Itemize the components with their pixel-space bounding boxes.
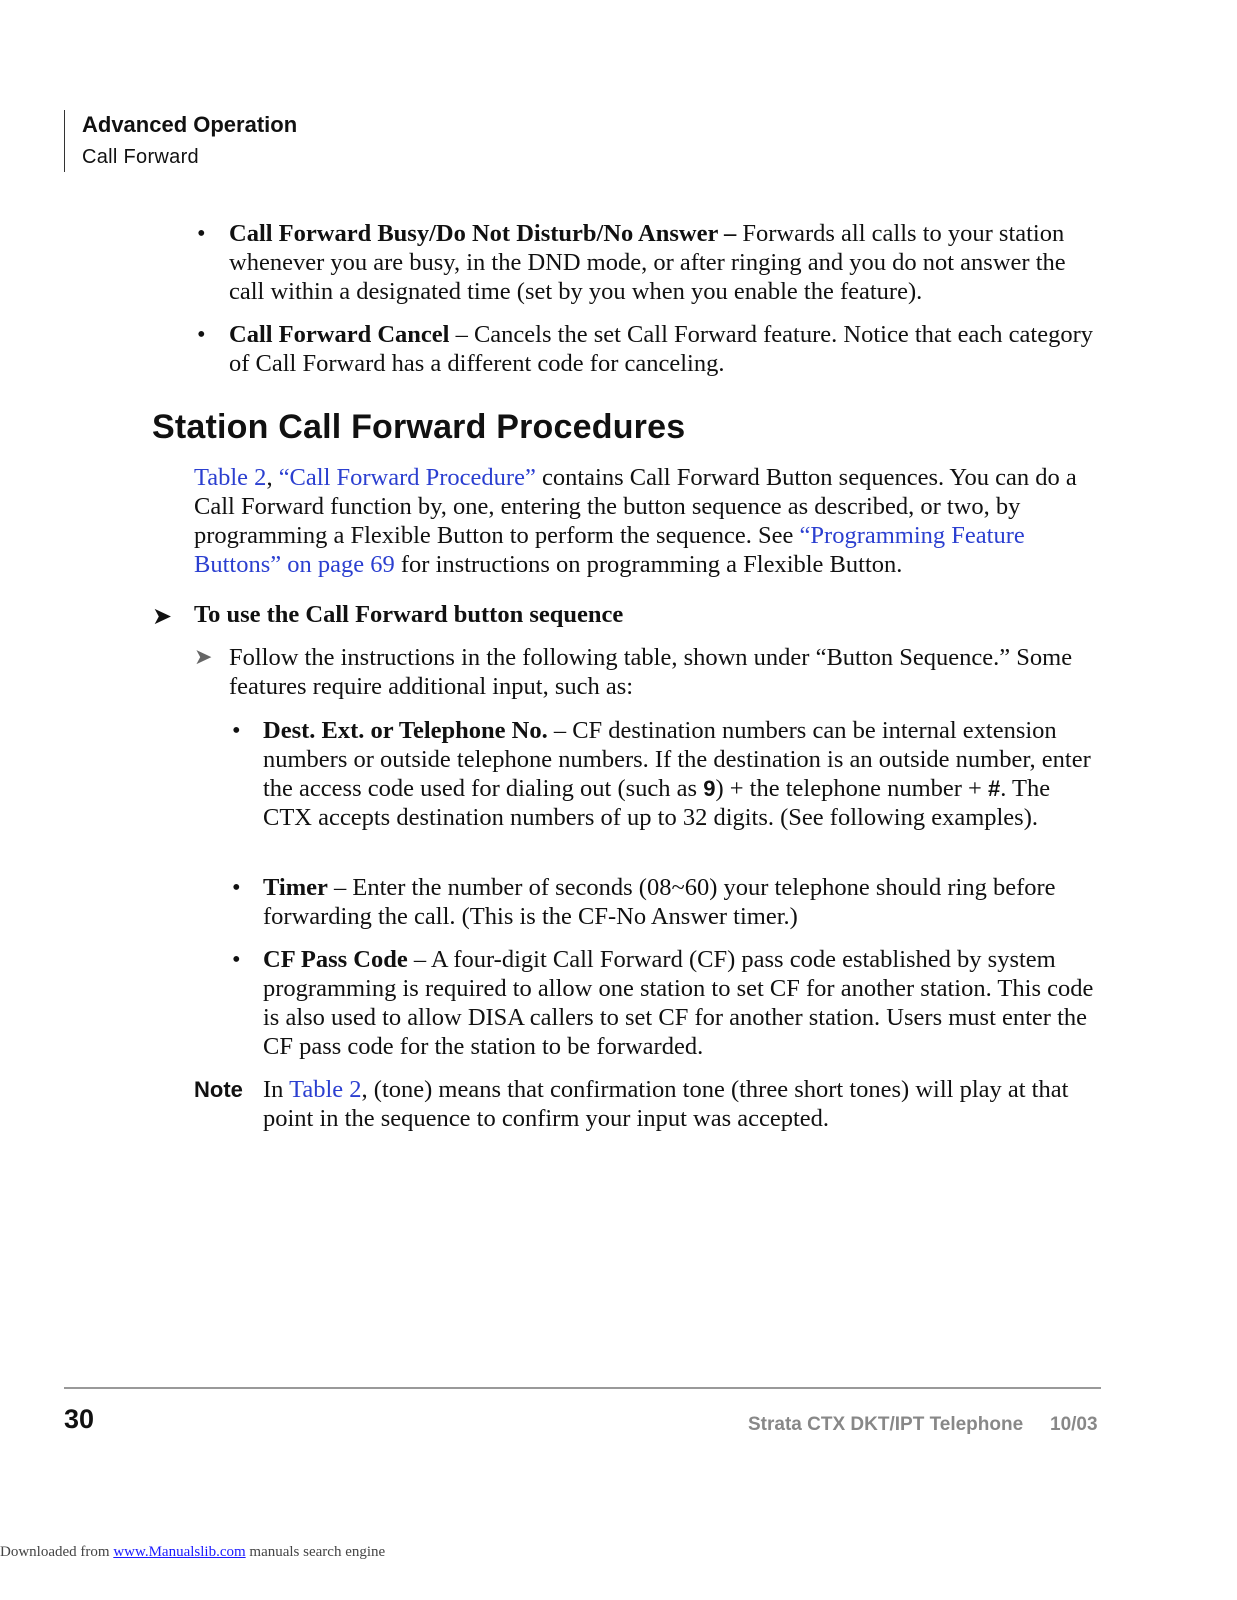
- note-prefix: In: [263, 1076, 290, 1103]
- bullet-dot: •: [232, 946, 241, 973]
- bullet-description: – Enter the number of seconds (08~60) your telephone should ring before forwarding the call. (This is the CF-No Answer timer.): [263, 874, 1056, 930]
- note-label: Note: [194, 1077, 243, 1102]
- note-table-2-link[interactable]: Table 2: [289, 1076, 362, 1103]
- procedure-arrow-icon: ➤: [152, 604, 173, 630]
- procedure-title: To use the Call Forward button sequence: [194, 601, 624, 628]
- bullet-text: [229, 219, 1104, 306]
- intro-comma: ,: [266, 464, 279, 491]
- bullet-text: [263, 716, 1103, 832]
- note-body: , (tone) means that confirmation tone (three short tones) will play at that point in the sequence to confirm your input was accepted.: [263, 1076, 1069, 1132]
- bullet-text: [229, 320, 1104, 378]
- bullet-term: Timer: [263, 874, 328, 901]
- table-2-link[interactable]: Table 2: [194, 464, 267, 491]
- key-pound: #: [988, 776, 1001, 801]
- subsection-heading: Call Forward: [82, 146, 199, 168]
- bullet-dot: •: [197, 321, 206, 348]
- bullet-term: Call Forward Busy/Do Not Disturb/No Answer –: [229, 220, 737, 247]
- section-title: Station Call Forward Procedures: [152, 408, 686, 446]
- footer-date: 10/03: [1050, 1414, 1098, 1435]
- key-nine: 9: [703, 776, 716, 801]
- bullet-dot: •: [232, 717, 241, 744]
- bullet-description: Forwards all calls to your station whenever you are busy, in the DND mode, or after ringing and you do not answer the call within a designated time (set by you when you enable the feature).: [229, 220, 1066, 305]
- programming-feature-buttons-link[interactable]: “Programming Feature Buttons” on page 69: [194, 522, 1025, 578]
- header-rule: [64, 110, 65, 172]
- section-heading: Advanced Operation: [82, 112, 298, 137]
- download-suffix: manuals search engine: [245, 1544, 386, 1560]
- bullet-dot: •: [232, 874, 241, 901]
- call-forward-procedure-link[interactable]: “Call Forward Procedure”: [278, 464, 536, 491]
- footer-title: Strata CTX DKT/IPT Telephone: [748, 1414, 1024, 1435]
- bullet-text: [263, 873, 1103, 931]
- intro-paragraph: [194, 463, 1104, 579]
- bullet-description: – CF destination numbers can be internal extension numbers or outside telephone numbers. If the destination is an outside number, enter the access code used for dialing out (such as: [263, 717, 1091, 802]
- footer-rule: [64, 1387, 1101, 1389]
- intro-text-end: for instructions on programming a Flexible Button.: [394, 551, 903, 578]
- download-source-line: [0, 1544, 385, 1561]
- bullet-term: Dest. Ext. or Telephone No.: [263, 717, 548, 744]
- bullet-term: Call Forward Cancel: [229, 321, 450, 348]
- intro-text: contains Call Forward Button sequences. You can do a Call Forward function by, one, entering the button sequence as described, or two, by programming a Flexible Button to perform the sequence. See: [194, 464, 1077, 549]
- bullet-dot: •: [197, 220, 206, 247]
- bullet-term: CF Pass Code: [263, 946, 408, 973]
- download-prefix: Downloaded from: [0, 1544, 114, 1560]
- bullet-description: – Cancels the set Call Forward feature. Notice that each category of Call Forward has a different code for canceling.: [229, 321, 1094, 377]
- bullet-description-end: . The CTX accepts destination numbers of up to 32 digits. (See following examples).: [263, 775, 1051, 831]
- bullet-text: [263, 945, 1103, 1061]
- step-text: Follow the instructions in the following table, shown under “Button Sequence.” Some features require additional input, such as:: [229, 644, 1073, 700]
- note-text: [263, 1075, 1103, 1133]
- bullet-description-cont: ) + the telephone number +: [715, 775, 988, 802]
- manualslib-link[interactable]: www.Manualslib.com: [113, 1544, 246, 1560]
- step-arrow-icon: ➤: [194, 644, 213, 669]
- bullet-description: – A four-digit Call Forward (CF) pass code established by system programming is required to allow one station to set CF for another station. This code is also used to allow DISA callers to set CF for another station. Users must enter the CF pass code for the station to be forwarded.: [263, 946, 1094, 1060]
- page-number: 30: [64, 1404, 95, 1434]
